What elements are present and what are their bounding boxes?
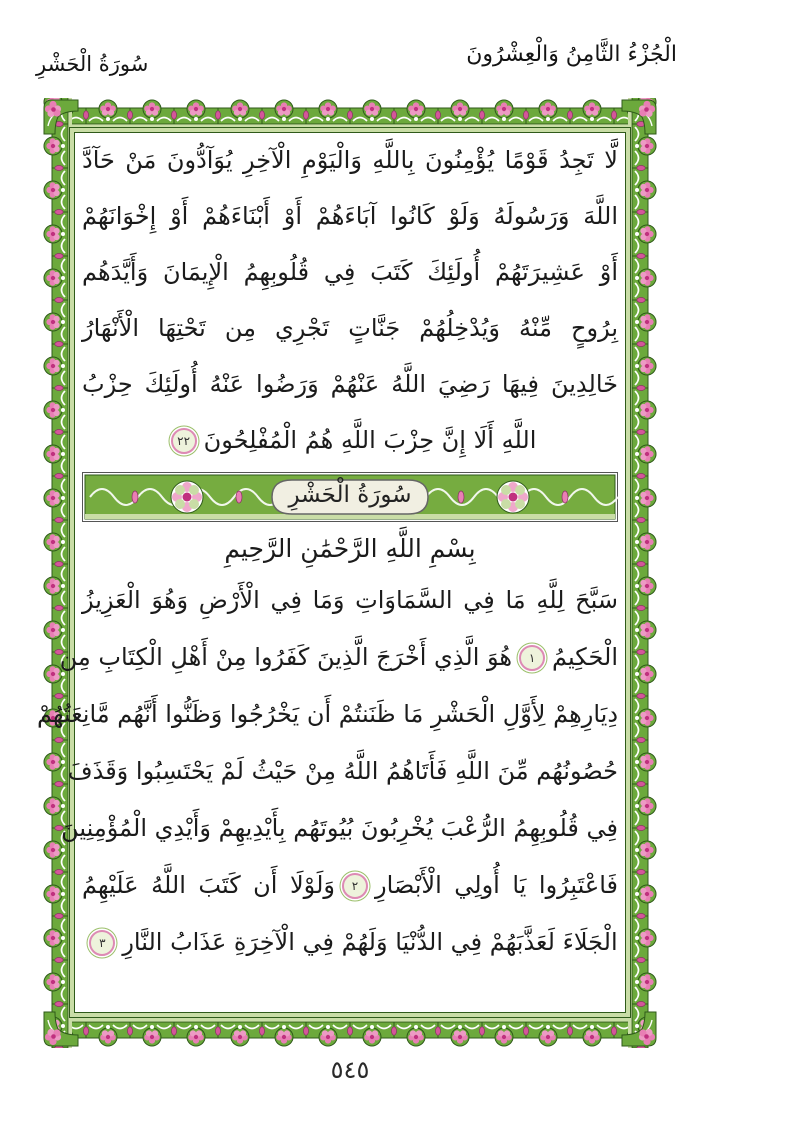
quran-line xyxy=(82,857,618,914)
quran-line xyxy=(36,686,618,743)
quran-line xyxy=(82,356,618,412)
verse-number-rosette-icon: ٢٢ xyxy=(171,428,197,454)
ayah-lines-bottom xyxy=(36,572,618,971)
quran-text-segment: لَّا تَجِدُ قَوْمًا يُؤْمِنُونَ بِاللَّهِ وَالْيَوْمِ الْآخِرِ يُوَآدُّونَ مَنْ حَآدَّ xyxy=(82,146,618,174)
juz-header: الْجُزْءُ الثَّامِنُ وَالْعِشْرُونَ xyxy=(466,42,677,67)
quran-line xyxy=(59,629,618,686)
quran-text-segment: فِي قُلُوبِهِمُ الرُّعْبَ يُخْرِبُونَ بُيُوتَهُم بِأَيْدِيهِمْ وَأَيْدِي الْمُؤْمِنِينَ xyxy=(61,814,618,842)
quran-text-segment: هُوَ الَّذِي أَخْرَجَ الَّذِينَ كَفَرُوا مِنْ أَهْلِ الْكِتَابِ مِن xyxy=(59,643,513,671)
verse-number-rosette-icon: ٢ xyxy=(342,873,368,899)
page-number: ٥٤٥ xyxy=(330,1056,370,1084)
quran-line xyxy=(61,800,618,857)
quran-text-segment: فَاعْتَبِرُوا يَا أُولِي الْأَبْصَارِ xyxy=(374,871,618,899)
verse-number-rosette-icon: ٣ xyxy=(89,930,115,956)
quran-text-segment: حُصُونُهُم مِّنَ اللَّهِ فَأَتَاهُمُ اللَّهُ مِنْ حَيْثُ لَمْ يَحْتَسِبُوا وَقَذَفَ xyxy=(67,757,618,785)
decorative-frame xyxy=(36,98,658,1048)
quran-text-segment: الْحَكِيمُ xyxy=(552,643,618,671)
quran-line xyxy=(82,412,618,468)
surah-header: سُورَةُ الْحَشْرِ xyxy=(36,52,149,76)
quran-text-segment: خَالِدِينَ فِيهَا رَضِيَ اللَّهُ عَنْهُمْ وَرَضُوا عَنْهُ أُولَئِكَ حِزْبُ xyxy=(82,370,618,398)
quran-text-segment: بِرُوحٍ مِّنْهُ وَيُدْخِلُهُمْ جَنَّاتٍ تَجْرِي مِن تَحْتِهَا الْأَنْهَارُ xyxy=(82,314,618,342)
surah-banner-title: سُورَةُ الْحَشْرِ xyxy=(288,482,412,508)
quran-text-segment: أَوْ عَشِيرَتَهُمْ أُولَئِكَ كَتَبَ فِي قُلُوبِهِمُ الْإِيمَانَ وَأَيَّدَهُم xyxy=(82,258,618,286)
quran-text-segment: وَلَوْلَا أَن كَتَبَ اللَّهُ عَلَيْهِمُ xyxy=(82,871,335,899)
text-block xyxy=(36,132,618,1016)
quran-line xyxy=(82,914,618,971)
quran-text-segment: اللَّهِ أَلَا إِنَّ حِزْبَ اللَّهِ هُمُ الْمُفْلِحُونَ xyxy=(203,426,537,454)
quran-text-segment: الْجَلَاءَ لَعَذَّبَهُمْ فِي الدُّنْيَا وَلَهُمْ فِي الْآخِرَةِ عَذَابُ النَّارِ xyxy=(122,928,618,956)
quran-text-segment: دِيَارِهِمْ لِأَوَّلِ الْحَشْرِ مَا ظَنَنتُمْ أَن يَخْرُجُوا وَظَنُّوا أَنَّهُم مَّانِعَتُهُمْ xyxy=(36,700,618,728)
quran-text-segment: اللَّهَ وَرَسُولَهُ وَلَوْ كَانُوا آبَاءَهُمْ أَوْ أَبْنَاءَهُمْ أَوْ إِخْوَانَهُمْ xyxy=(82,202,618,230)
quran-line xyxy=(82,188,618,244)
quran-line xyxy=(82,244,618,300)
ayah-lines-top xyxy=(82,132,618,468)
bismillah: بِسْمِ اللَّهِ الرَّحْمَٰنِ الرَّحِيمِ xyxy=(224,534,476,563)
surah-banner xyxy=(82,470,618,524)
quran-line xyxy=(82,572,618,629)
quran-line xyxy=(67,743,618,800)
quran-text-segment: سَبَّحَ لِلَّهِ مَا فِي السَّمَاوَاتِ وَمَا فِي الْأَرْضِ وَهُوَ الْعَزِيزُ xyxy=(82,586,618,614)
quran-line xyxy=(82,300,618,356)
quran-line xyxy=(82,132,618,188)
verse-number-rosette-icon: ١ xyxy=(519,645,545,671)
